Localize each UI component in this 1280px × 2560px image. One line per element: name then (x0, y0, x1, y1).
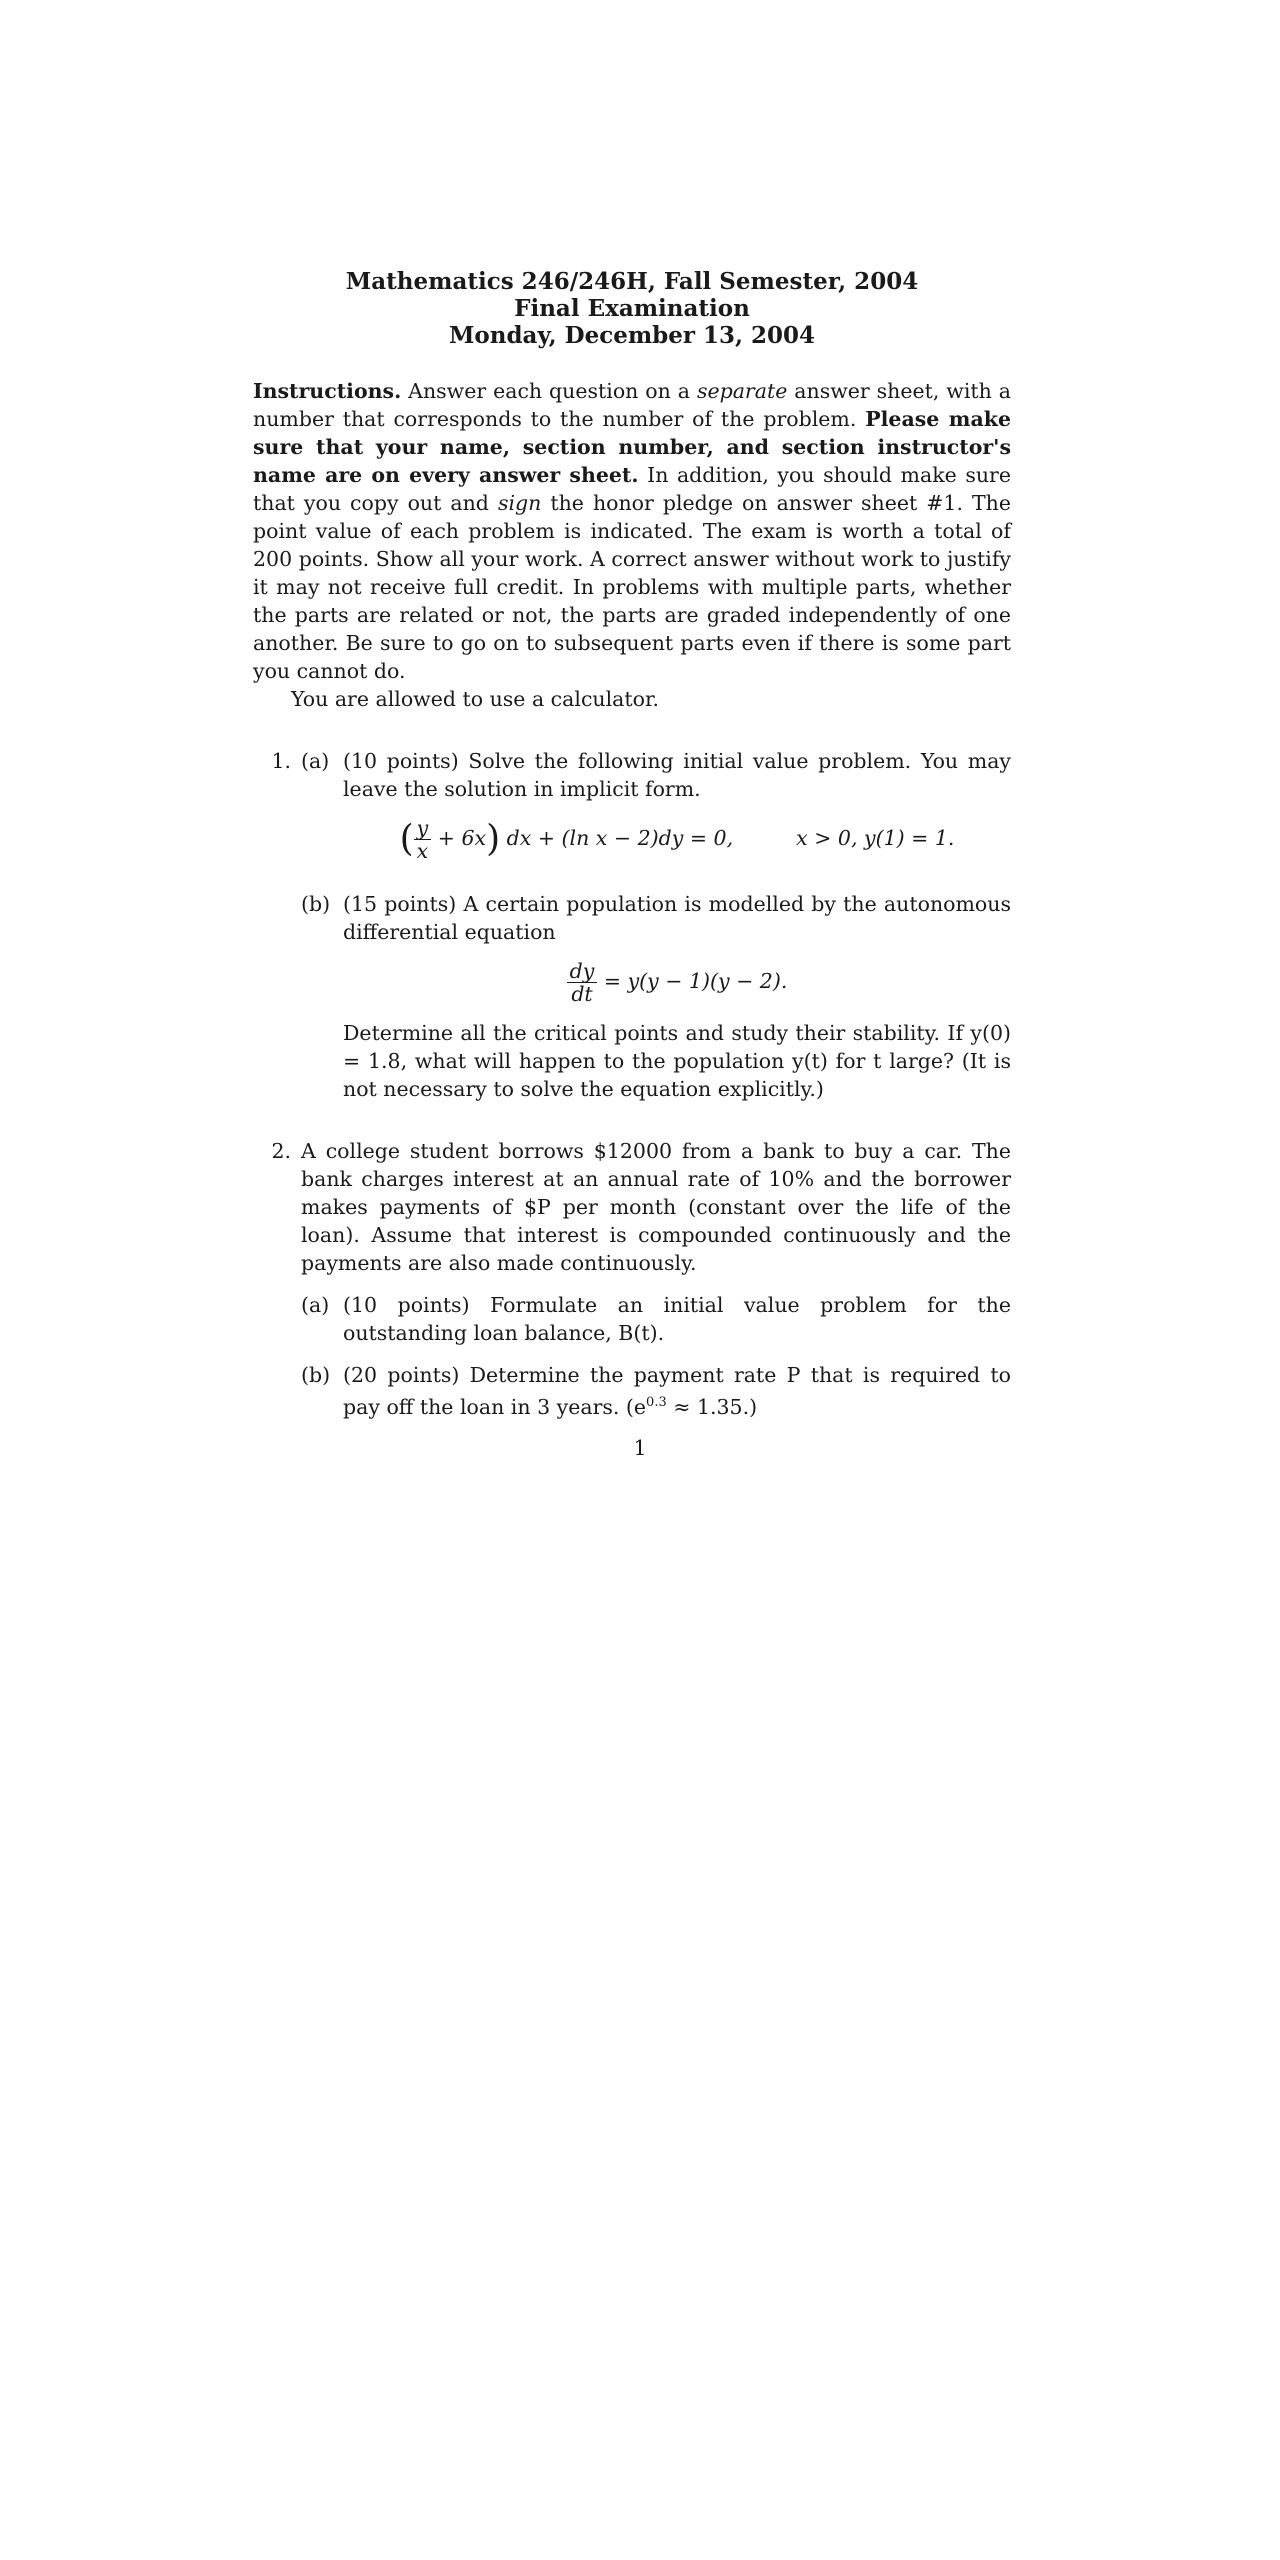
problem-intro: A college student borrows $12000 from a bank to buy a car. The bank charges interest at an annual rate of 10% and the borrower makes payments of $P per month (constant over the life of the loan). Assume that interest is compounded continuously and the payments are also made continuously. (301, 1139, 1011, 1275)
problem-2a (301, 1291, 1011, 1347)
fraction-denominator: dt (571, 982, 593, 1006)
part-text: (15 points) A certain population is modelled by the autonomous differential equation (343, 892, 1011, 944)
right-paren: ) (486, 818, 501, 860)
part-text: (10 points) Formulate an initial value problem for the outstanding loan balance, B(t). (343, 1293, 1011, 1345)
fraction (414, 817, 432, 862)
equation-1a (343, 817, 1011, 862)
part-followup-text: Determine all the critical points and study their stability. If y(0) = 1.8, what will happen to the population y(t) for t large? (It is not necessary to solve the equation explicitly.) (343, 1021, 1011, 1101)
exam-date: Monday, December 13, 2004 (448, 322, 816, 349)
problem-number: 2. (271, 1139, 291, 1163)
instructions-label: Instructions. (253, 379, 402, 403)
problem-2 (253, 1137, 1011, 1421)
instructions-bold-note: Please make sure that your name, section number, and section instructor's name are on every answer sheet. (253, 407, 1011, 487)
instructions-text-4: the honor pledge on answer sheet #1. The point value of each problem is indicated. The exam is worth a total of 200 points. Show all your work. A correct answer without work to justify it may not receive full credit. In problems with multiple parts, whether the parts are related or not, the parts are graded independently of one another. Be sure to go on to subsequent parts even if there is some part you cannot do. (253, 491, 1011, 683)
equation-condition-1: x > 0, (796, 826, 858, 850)
part-label: (a) (301, 1293, 330, 1317)
part-text (343, 1361, 1011, 1421)
instructions-emphasis-separate: separate (696, 379, 788, 403)
fraction-denominator: x (416, 839, 429, 863)
course-title: Mathematics 246/246H, Fall Semester, 2004 (345, 268, 919, 295)
instructions-text-2: answer sheet, with a number that corresponds to the number of the problem. (253, 379, 1011, 431)
problem-1b (301, 890, 1011, 1103)
problem-1a (301, 747, 1011, 876)
equation-rest: dx + (ln x − 2)dy = 0, (506, 826, 734, 850)
equation-1b (343, 960, 1011, 1005)
instructions-paragraph (253, 377, 1011, 685)
part-label: (b) (301, 892, 331, 916)
calculator-note: You are allowed to use a calculator. (291, 687, 660, 711)
problem-1 (253, 747, 1011, 1103)
instructions-text-3: In addition, you should make sure that you copy out and (253, 463, 1011, 515)
equation-lead-term: + 6x (437, 826, 487, 850)
part-text-tail: ≈ 1.35.) (673, 1394, 758, 1419)
exponent: 0.3 (646, 1395, 667, 1410)
problem-number: 1. (271, 749, 291, 773)
part-label: (b) (301, 1363, 331, 1387)
part-text: (10 points) Solve the following initial value problem. You may leave the solution in implicit form. (343, 749, 1011, 801)
problem-2b (301, 1361, 1011, 1421)
fraction (567, 960, 598, 1005)
exam-header (253, 268, 1011, 349)
exam-title: Final Examination (514, 295, 750, 322)
instructions-emphasis-sign: sign (497, 491, 542, 515)
fraction-numerator: dy (567, 960, 598, 983)
exam-page (253, 268, 1011, 1421)
instructions-text-1: Answer each question on a (408, 379, 690, 403)
part-label: (a) (301, 749, 330, 773)
part-text-main: (20 points) Determine the payment rate P that is required to pay off the loan in 3 years. (e (343, 1363, 1011, 1419)
left-paren: ( (399, 818, 414, 860)
equation-rhs: = y(y − 1)(y − 2). (603, 969, 788, 993)
page-number: 1 (633, 1436, 647, 1460)
fraction-numerator: y (414, 817, 432, 840)
equation-condition-2: y(1) = 1. (864, 826, 955, 850)
